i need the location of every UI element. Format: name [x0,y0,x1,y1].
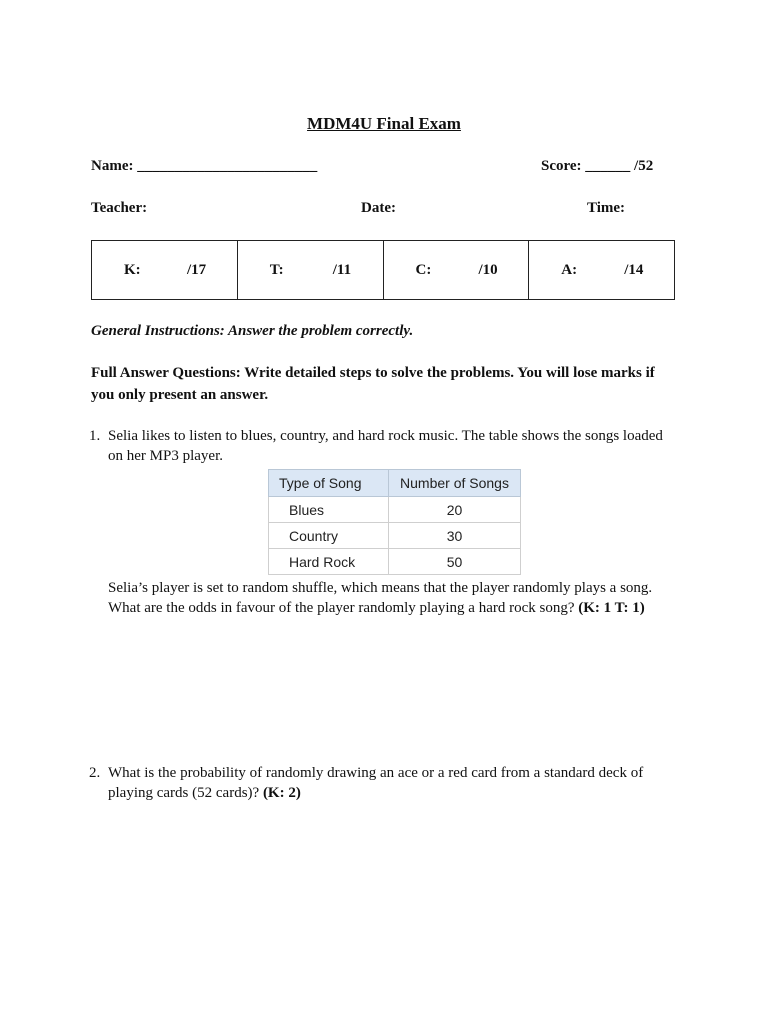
table-cell: Blues [269,497,389,523]
time-field-label: Time: [587,200,626,216]
general-instructions: General Instructions: Answer the problem correctly. [91,323,414,339]
table-header: Number of Songs [389,470,521,497]
rubric-cell-c [384,241,530,299]
table-cell: 20 [389,497,521,523]
rubric-cell-t [238,241,384,299]
rubric-label: C: [415,262,432,278]
date-field-label: Date: [361,200,396,216]
table-header-row [269,470,521,497]
teacher-field-label: Teacher: [91,200,148,216]
rubric-max: /11 [332,262,352,278]
table-cell: Country [269,523,389,549]
question-2-number: 2. [89,765,101,781]
songs-table [268,469,521,575]
table-cell: Hard Rock [269,549,389,575]
table-row [269,497,521,523]
rubric-cell-a [529,241,674,299]
question-1-text: Selia likes to listen to blues, country, and hard rock music. The table shows the songs loaded on her MP3 player. [108,428,663,464]
question-2-text-block [108,763,678,803]
question-1-marks: (K: 1 T: 1) [578,600,645,616]
question-1-number: 1. [89,428,101,444]
rubric-label: T: [269,262,284,278]
question-1-followup-text: Selia’s player is set to random shuffle, which means that the player randomly plays a song. What are the odds in favour of the player randomly playing a hard rock song? [108,580,653,616]
rubric-max: /14 [624,262,644,278]
exam-title: MDM4U Final Exam [307,114,461,133]
table-header: Type of Song [269,470,389,497]
question-2-marks: (K: 2) [262,785,301,801]
rubric-max: /10 [478,262,498,278]
table-cell: 50 [389,549,521,575]
question-2-text: What is the probability of randomly drawing an ace or a red card from a standard deck of playing cards (52 cards)? [108,765,644,801]
rubric-max: /17 [187,262,207,278]
table-cell: 30 [389,523,521,549]
table-row [269,549,521,575]
rubric-cell-k [92,241,238,299]
rubric-label: K: [124,262,141,278]
name-field-label: Name: ________________________ [91,158,318,174]
table-row [269,523,521,549]
question-1-followup [108,578,678,618]
full-answer-instructions: Full Answer Questions: Write detailed steps to solve the problems. You will lose marks if you only present an answer. [91,365,655,403]
rubric-table [91,240,675,300]
score-field-label: Score: ______ /52 [541,158,654,174]
rubric-label: A: [561,262,578,278]
